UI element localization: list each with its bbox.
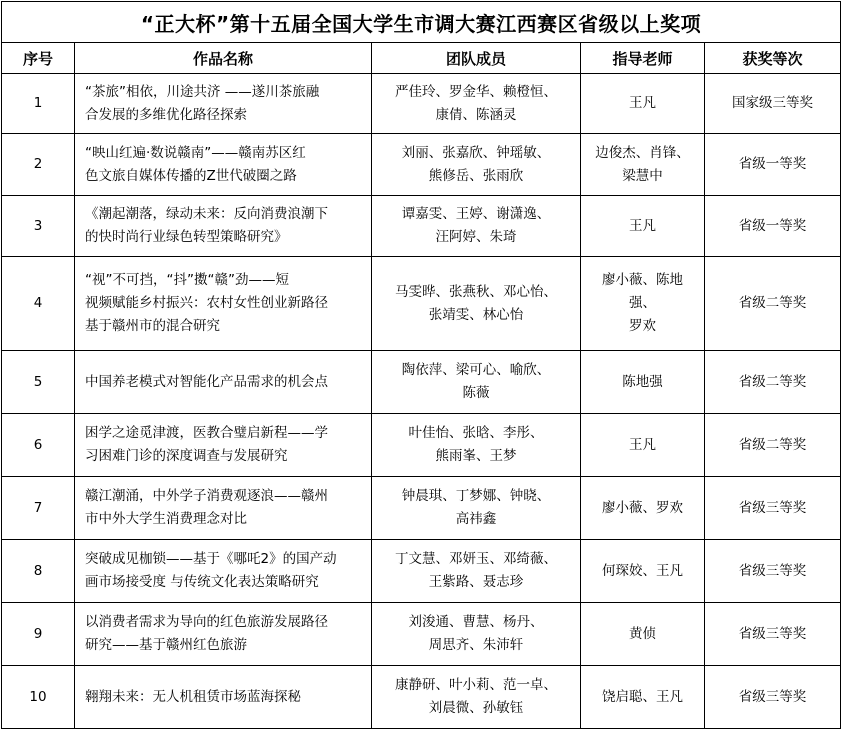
cell-advisor-text: 廖小薇、陈地强、 罗欢 xyxy=(602,272,683,334)
cell-team-members xyxy=(372,134,581,196)
header-row xyxy=(2,43,841,74)
cell-no xyxy=(2,477,75,540)
cell-work-title-text: 《潮起潮落，绿动未来：反向消费浪潮下 的快时尚行业绿色转型策略研究》 xyxy=(85,206,328,245)
cell-no xyxy=(2,414,75,477)
cell-no xyxy=(2,540,75,603)
cell-team-members xyxy=(372,74,581,134)
cell-advisor-text: 黄侦 xyxy=(629,625,656,642)
cell-work-title xyxy=(75,74,372,134)
cell-work-title xyxy=(75,196,372,257)
cell-advisor xyxy=(581,540,705,603)
header-advisor: 指导老师 xyxy=(581,43,705,74)
cell-team-members-text: 康静研、叶小莉、范一卓、 刘晨微、孙敏钰 xyxy=(395,677,557,716)
cell-award-level-text: 省级二等奖 xyxy=(738,373,807,390)
cell-no-text: 1 xyxy=(33,95,43,111)
cell-award-level xyxy=(705,414,841,477)
cell-advisor xyxy=(581,477,705,540)
cell-team-members xyxy=(372,666,581,729)
cell-award-level-text: 省级一等奖 xyxy=(738,156,807,172)
cell-advisor-text: 王凡 xyxy=(629,95,656,111)
cell-advisor xyxy=(581,134,705,196)
cell-no xyxy=(2,351,75,414)
cell-award-level xyxy=(705,666,841,729)
cell-no xyxy=(2,74,75,134)
cell-work-title xyxy=(75,414,372,477)
award-table-document xyxy=(1,1,840,744)
cell-team-members-text: 刘浚通、曹慧、杨丹、 周思齐、朱沛轩 xyxy=(408,614,544,653)
cell-advisor-text: 边俊杰、肖锋、 梁慧中 xyxy=(595,144,690,184)
cell-no xyxy=(2,666,75,729)
header-no: 序号 xyxy=(2,43,75,74)
cell-team-members xyxy=(372,540,581,603)
table-row xyxy=(2,603,841,666)
cell-advisor xyxy=(581,196,705,257)
cell-award-level-text: 省级二等奖 xyxy=(738,295,807,311)
table-row xyxy=(2,351,841,414)
cell-work-title-text: 以消费者需求为导向的红色旅游发展路径 研究——基于赣州红色旅游 xyxy=(85,614,328,653)
cell-award-level xyxy=(705,74,841,134)
cell-work-title xyxy=(75,540,372,603)
header-award: 获奖等次 xyxy=(705,43,841,74)
cell-advisor-text: 何琛姣、王凡 xyxy=(602,562,683,579)
cell-work-title-text: “茶旅”相依，川途共济 ——遂川茶旅融 合发展的多维优化路径探索 xyxy=(85,83,320,123)
cell-award-level-text: 省级一等奖 xyxy=(738,217,807,234)
award-table xyxy=(1,1,841,729)
cell-work-title xyxy=(75,351,372,414)
cell-work-title xyxy=(75,257,372,351)
cell-team-members xyxy=(372,477,581,540)
cell-no-text: 6 xyxy=(33,436,43,453)
cell-advisor xyxy=(581,666,705,729)
cell-award-level xyxy=(705,134,841,196)
cell-advisor xyxy=(581,257,705,351)
cell-team-members-text: 刘丽、张嘉欣、钟瑶敏、 熊修岳、张雨欣 xyxy=(401,144,551,184)
cell-no-text: 5 xyxy=(33,373,43,390)
cell-award-level xyxy=(705,540,841,603)
cell-award-level xyxy=(705,257,841,351)
cell-work-title-text: “映山红遍·数说赣南”——赣南苏区红 色文旅自媒体传播的Z世代破圈之路 xyxy=(85,144,306,184)
cell-award-level xyxy=(705,351,841,414)
table-row xyxy=(2,257,841,351)
cell-no-text: 9 xyxy=(33,625,43,642)
cell-team-members xyxy=(372,414,581,477)
cell-team-members xyxy=(372,603,581,666)
table-row xyxy=(2,196,841,257)
header-members: 团队成员 xyxy=(372,43,581,74)
cell-work-title xyxy=(75,603,372,666)
cell-advisor xyxy=(581,351,705,414)
cell-work-title xyxy=(75,134,372,196)
cell-no xyxy=(2,603,75,666)
cell-advisor xyxy=(581,603,705,666)
cell-team-members-text: 马雯晔、张燕秋、邓心怡、 张靖雯、林心怡 xyxy=(395,283,557,323)
cell-no-text: 2 xyxy=(33,156,43,172)
table-title: “正大杯”第十五届全国大学生市调大赛江西赛区省级以上奖项 xyxy=(2,2,841,43)
header-work: 作品名称 xyxy=(75,43,372,74)
cell-award-level-text: 省级三等奖 xyxy=(738,562,807,579)
cell-no-text: 8 xyxy=(33,562,43,579)
table-row xyxy=(2,414,841,477)
cell-no-text: 10 xyxy=(29,688,47,705)
cell-work-title-text: “视”不可挡，“抖”擞“赣”劲——短 视频赋能乡村振兴：农村女性创业新路径 基于赣州市的混合研究 xyxy=(85,272,328,334)
cell-no xyxy=(2,196,75,257)
cell-advisor-text: 陈地强 xyxy=(622,373,663,390)
table-row xyxy=(2,134,841,196)
cell-work-title-text: 突破成见枷锁——基于《哪吒2》的国产动 画市场接受度 与传统文化表达策略研究 xyxy=(85,551,337,590)
table-row xyxy=(2,477,841,540)
cell-team-members-text: 谭嘉雯、王婷、谢潇逸、 汪阿婷、朱琦 xyxy=(401,206,551,245)
table-row xyxy=(2,540,841,603)
cell-no-text: 3 xyxy=(33,217,43,234)
cell-team-members xyxy=(372,196,581,257)
title-row xyxy=(2,2,841,43)
cell-work-title-text: 翱翔未来：无人机租赁市场蓝海探秘 xyxy=(85,688,301,705)
cell-team-members-text: 钟晨琪、丁梦娜、钟晓、 高祎鑫 xyxy=(401,488,551,527)
cell-no-text: 7 xyxy=(33,499,43,516)
cell-work-title-text: 困学之途觅津渡，医教合璧启新程——学 习困难门诊的深度调查与发展研究 xyxy=(85,425,328,464)
cell-team-members-text: 叶佳怡、张晗、李彤、 熊雨峯、王梦 xyxy=(408,425,544,464)
cell-award-level-text: 省级二等奖 xyxy=(738,436,807,453)
cell-award-level-text: 省级三等奖 xyxy=(738,625,807,642)
cell-team-members xyxy=(372,351,581,414)
cell-award-level xyxy=(705,477,841,540)
cell-award-level xyxy=(705,603,841,666)
cell-award-level-text: 省级三等奖 xyxy=(738,688,807,705)
cell-work-title-text: 赣江潮涌，中外学子消费观逐浪——赣州 市中外大学生消费理念对比 xyxy=(85,488,328,527)
cell-award-level xyxy=(705,196,841,257)
cell-work-title xyxy=(75,477,372,540)
cell-advisor xyxy=(581,414,705,477)
cell-advisor-text: 王凡 xyxy=(629,436,656,453)
cell-team-members xyxy=(372,257,581,351)
cell-team-members-text: 严佳玲、罗金华、赖橙恒、 康倩、陈涵灵 xyxy=(395,83,557,123)
cell-advisor xyxy=(581,74,705,134)
cell-no xyxy=(2,257,75,351)
cell-advisor-text: 王凡 xyxy=(629,217,656,234)
cell-work-title xyxy=(75,666,372,729)
cell-award-level-text: 国家级三等奖 xyxy=(732,95,814,111)
cell-team-members-text: 丁文慧、邓妍玉、邓绮薇、 王紫路、聂志珍 xyxy=(395,551,557,590)
cell-no-text: 4 xyxy=(33,295,43,311)
cell-team-members-text: 陶依萍、梁可心、喻欣、 陈薇 xyxy=(401,362,551,401)
cell-advisor-text: 饶启聪、王凡 xyxy=(602,688,683,705)
cell-no xyxy=(2,134,75,196)
cell-work-title-text: 中国养老模式对智能化产品需求的机会点 xyxy=(85,373,328,390)
cell-advisor-text: 廖小薇、罗欢 xyxy=(602,499,683,516)
table-row xyxy=(2,74,841,134)
cell-award-level-text: 省级三等奖 xyxy=(738,499,807,516)
table-row xyxy=(2,666,841,729)
